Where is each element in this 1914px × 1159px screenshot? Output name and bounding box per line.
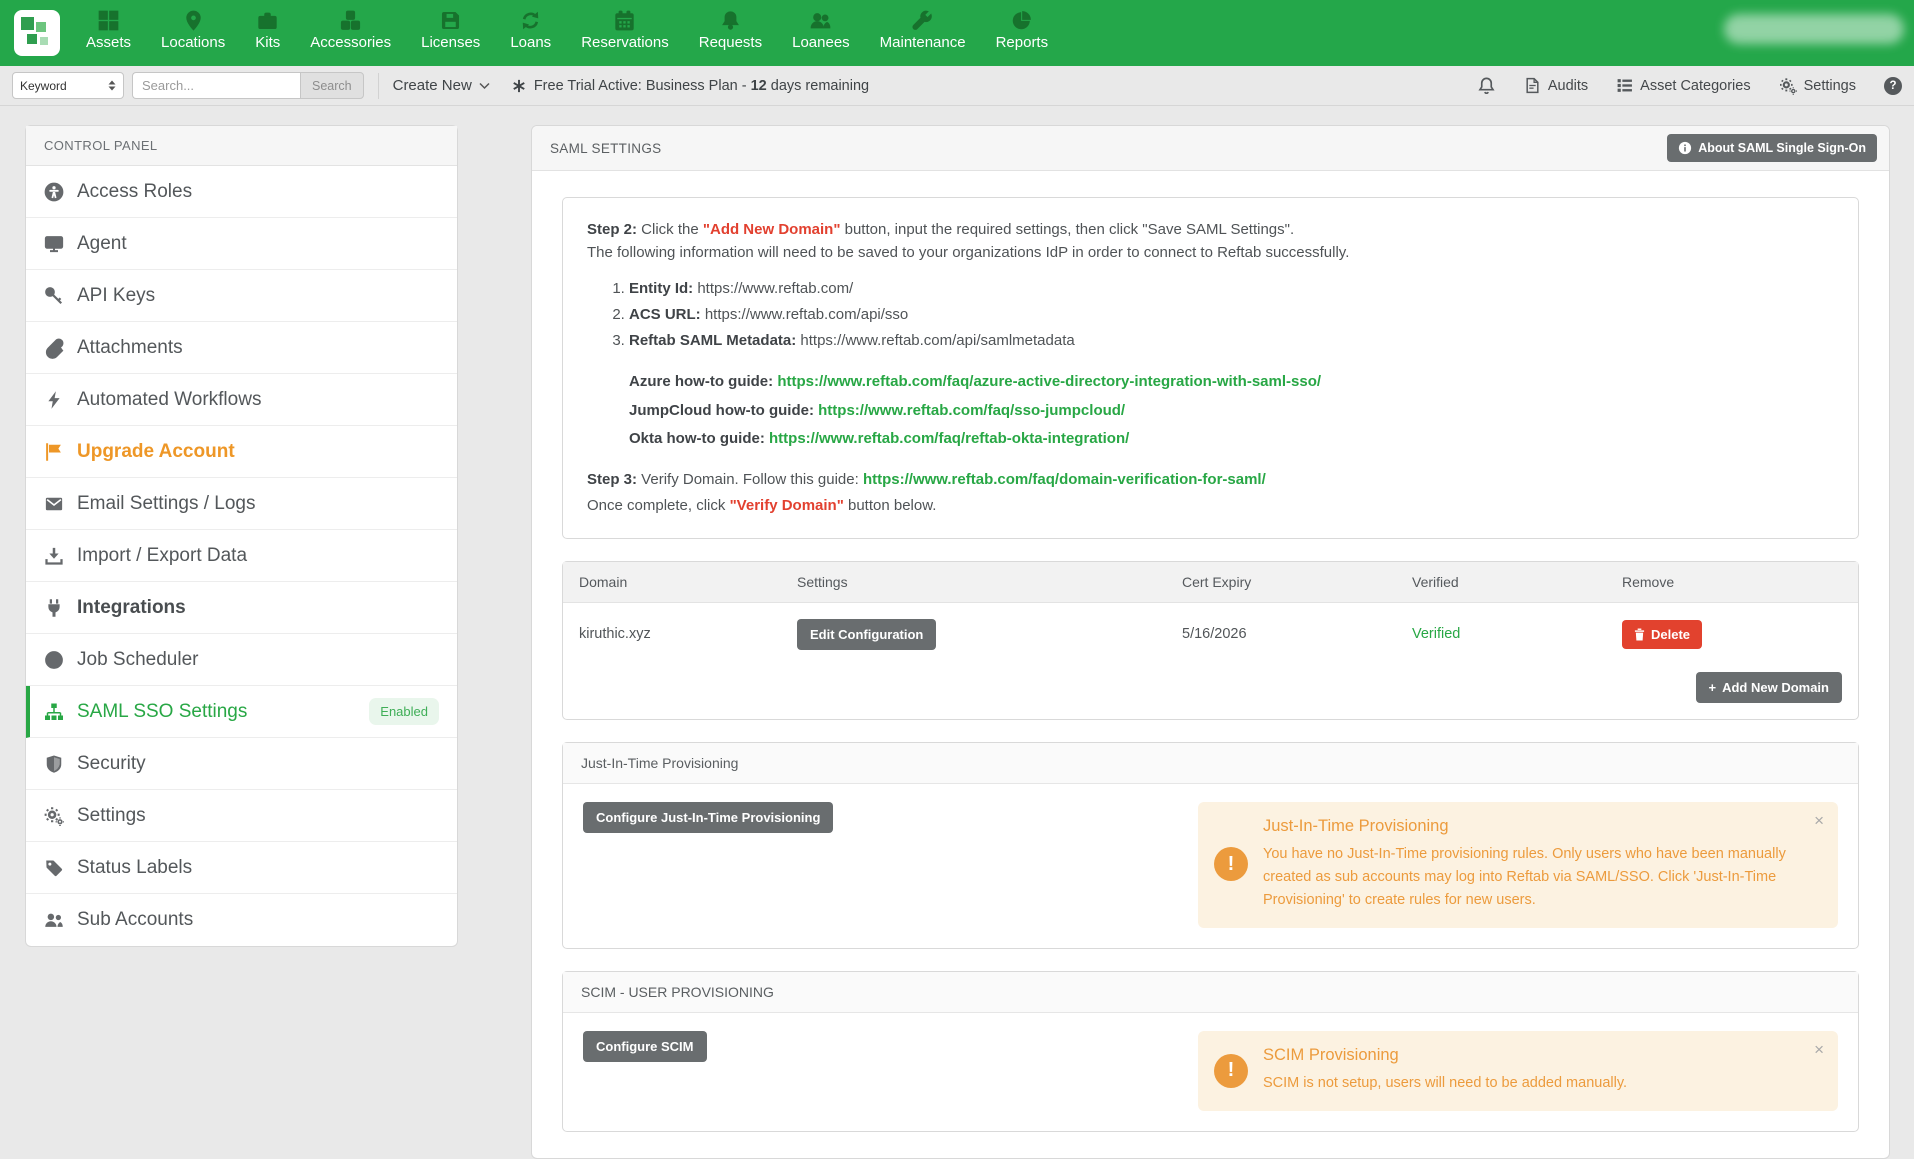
tag-icon: [44, 858, 64, 878]
saml-settings-panel: [531, 125, 1890, 1159]
sidebar-item-security[interactable]: Security: [26, 738, 457, 790]
reftab-logo[interactable]: [14, 10, 60, 56]
configure-scim-button[interactable]: Configure SCIM: [583, 1031, 707, 1062]
list-item: 3. Reftab SAML Metadata: https://www.reftab.com/api/samlmetadata: [629, 329, 1834, 352]
list-item: 2. ACS URL: https://www.reftab.com/api/sso: [629, 303, 1834, 326]
col-domain: Domain: [563, 562, 797, 603]
jit-alert-title: Just-In-Time Provisioning: [1263, 816, 1449, 835]
nav-requests[interactable]: Requests: [699, 10, 762, 56]
azure-guide-link[interactable]: https://www.reftab.com/faq/azure-active-directory-integration-with-saml-sso/: [777, 373, 1322, 391]
verified-status: Verified: [1412, 626, 1461, 642]
sidebar-item-import-export[interactable]: Import / Export Data: [26, 530, 457, 582]
sidebar-item-integrations[interactable]: Integrations: [26, 582, 457, 634]
sitemap-icon: [44, 702, 64, 722]
nav-loanees[interactable]: Loanees: [792, 10, 850, 56]
configure-jit-button[interactable]: Configure Just-In-Time Provisioning: [583, 802, 833, 833]
close-icon[interactable]: ×: [1814, 810, 1824, 830]
audits-link[interactable]: Audits: [1524, 77, 1588, 94]
saml-domains-card: [562, 561, 1859, 720]
bell-icon: [720, 10, 741, 31]
keyword-select[interactable]: Keyword: [12, 72, 124, 99]
jumpcloud-guide-link[interactable]: https://www.reftab.com/faq/sso-jumpcloud/: [818, 401, 1126, 419]
list-item: 1. Entity Id: https://www.reftab.com/: [629, 277, 1834, 300]
calendar-icon: [614, 10, 635, 31]
sidebar-item-status-labels[interactable]: Status Labels: [26, 842, 457, 894]
cubes-icon: [340, 10, 361, 31]
trial-notice: Free Trial Active: Business Plan - 12 days remaining: [512, 78, 869, 94]
list-bars-icon: [1616, 77, 1633, 94]
delete-domain-button[interactable]: Delete: [1622, 620, 1702, 649]
sync-icon: [520, 10, 541, 31]
sidebar-item-api-keys[interactable]: API Keys: [26, 270, 457, 322]
scim-alert: [1198, 1031, 1838, 1111]
nav-reports[interactable]: Reports: [996, 10, 1049, 56]
nav-assets[interactable]: Assets: [86, 10, 131, 56]
shield-icon: [44, 754, 64, 774]
sidebar-title: CONTROL PANEL: [26, 126, 457, 166]
nav-loans[interactable]: Loans: [510, 10, 551, 56]
briefcase-icon: [257, 10, 278, 31]
edit-configuration-button[interactable]: Edit Configuration: [797, 619, 936, 650]
scim-alert-title: SCIM Provisioning: [1263, 1046, 1399, 1065]
account-menu-redacted[interactable]: [1724, 14, 1904, 44]
map-pin-icon: [183, 10, 204, 31]
asterisk-icon: [512, 79, 526, 93]
asset-categories-link[interactable]: Asset Categories: [1616, 77, 1750, 94]
top-navbar: [0, 0, 1914, 66]
users-icon: [44, 910, 64, 930]
nav-maintenance[interactable]: Maintenance: [880, 10, 966, 56]
panel-title: SAML SETTINGS: [550, 140, 662, 156]
col-settings: Settings: [797, 562, 1182, 603]
control-panel-sidebar: [25, 125, 458, 947]
jit-alert-body: You have no Just-In-Time provisioning rules. Only users who have been manually created as sub accounts may log into Reftab via SAML/SSO. Click 'Just-In-Time Provisioning' to create rules for new users.: [1263, 845, 1786, 908]
clock-icon: [44, 650, 64, 670]
step3-line2: Once complete, click "Verify Domain" button below.: [587, 497, 937, 515]
cert-expiry-cell: 5/16/2026: [1182, 626, 1247, 642]
plug-icon: [44, 598, 64, 618]
nav-kits[interactable]: Kits: [255, 10, 280, 56]
scim-provisioning-card: [562, 971, 1859, 1132]
help-icon[interactable]: ?: [1884, 77, 1902, 95]
sidebar-item-upgrade-account[interactable]: Upgrade Account: [26, 426, 457, 478]
jit-provisioning-card: [562, 742, 1859, 950]
create-new-dropdown[interactable]: Create New: [393, 77, 490, 94]
step2-line2: The following information will need to be saved to your organizations IdP in order to connect to Reftab successfully.: [587, 244, 1350, 262]
col-verified: Verified: [1412, 562, 1622, 603]
add-new-domain-button[interactable]: + Add New Domain: [1696, 672, 1843, 703]
bolt-icon: [44, 390, 64, 410]
universal-access-icon: [44, 182, 64, 202]
step2-line1: Step 2: Click the "Add New Domain" button, input the required settings, then click "Save SAML Settings".: [587, 221, 1295, 238]
enabled-badge: Enabled: [369, 698, 439, 725]
jit-alert: [1198, 802, 1838, 929]
close-icon[interactable]: ×: [1814, 1040, 1824, 1060]
domains-table: [563, 562, 1858, 666]
scim-alert-body: SCIM is not setup, users will need to be added manually.: [1263, 1075, 1628, 1092]
download-icon: [44, 546, 64, 566]
search-button[interactable]: Search: [300, 72, 364, 99]
warning-icon: !: [1214, 847, 1248, 881]
flag-icon: [44, 442, 64, 462]
wrench-icon: [912, 10, 933, 31]
secondary-toolbar: [0, 66, 1914, 106]
sidebar-item-agent[interactable]: Agent: [26, 218, 457, 270]
plus-icon: +: [1708, 679, 1717, 695]
nav-licenses[interactable]: Licenses: [421, 10, 480, 56]
toolbar-divider: [378, 73, 379, 99]
okta-guide-link[interactable]: https://www.reftab.com/faq/reftab-okta-integration/: [769, 429, 1130, 447]
save-icon: [440, 10, 461, 31]
pie-chart-icon: [1011, 10, 1032, 31]
sidebar-item-attachments[interactable]: Attachments: [26, 322, 457, 374]
users-icon: [810, 10, 831, 31]
gears-icon: [44, 806, 64, 826]
nav-accessories[interactable]: Accessories: [310, 10, 391, 56]
warning-icon: !: [1214, 1054, 1248, 1088]
sidebar-item-email-settings[interactable]: Email Settings / Logs: [26, 478, 457, 530]
saml-instructions: [562, 197, 1859, 539]
info-icon: [1678, 141, 1692, 155]
search-input[interactable]: [132, 72, 300, 99]
howto-guides: Azure how-to guide: https://www.reftab.com/faq/azure-active-directory-integration-with-saml-sso/ JumpCloud how-to guide: https://www.reftab.com/faq/sso-jumpcloud/ Okta how-to guide: https://www.reftab.com/faq/reftab-okta-integration/: [629, 373, 1322, 447]
table-row: [563, 602, 1858, 666]
grid-icon: [98, 10, 119, 31]
sidebar-item-access-roles[interactable]: Access Roles: [26, 166, 457, 218]
trash-icon: [1634, 628, 1645, 641]
col-cert-expiry: Cert Expiry: [1182, 562, 1412, 603]
domain-cell: kiruthic.xyz: [579, 626, 651, 642]
nav-reservations[interactable]: Reservations: [581, 10, 669, 56]
sidebar-item-job-scheduler[interactable]: Job Scheduler: [26, 634, 457, 686]
jit-section-title: Just-In-Time Provisioning: [563, 743, 1858, 784]
sidebar-item-settings[interactable]: Settings: [26, 790, 457, 842]
idp-info-list: [587, 277, 1834, 353]
gears-icon: [1779, 77, 1797, 95]
sidebar-item-saml-sso-settings[interactable]: SAML SSO Settings Enabled: [26, 686, 457, 738]
about-saml-button[interactable]: About SAML Single Sign-On: [1667, 134, 1877, 162]
key-icon: [44, 286, 64, 306]
select-arrows-icon: [108, 80, 116, 91]
nav-locations[interactable]: Locations: [161, 10, 225, 56]
chevron-down-icon: [479, 82, 490, 90]
col-remove: Remove: [1622, 562, 1858, 603]
audit-file-icon: [1524, 77, 1541, 94]
desktop-icon: [44, 234, 64, 254]
settings-link[interactable]: Settings: [1779, 77, 1856, 95]
sidebar-item-sub-accounts[interactable]: Sub Accounts: [26, 894, 457, 946]
step3-line1: Step 3: Verify Domain. Follow this guide: https://www.reftab.com/faq/domain-verification-for-saml/: [587, 471, 1266, 488]
paperclip-icon: [44, 338, 64, 358]
sidebar-item-automated-workflows[interactable]: Automated Workflows: [26, 374, 457, 426]
scim-section-title: SCIM - USER PROVISIONING: [563, 972, 1858, 1013]
domain-verification-guide-link[interactable]: https://www.reftab.com/faq/domain-verification-for-saml/: [862, 471, 1266, 488]
notification-bell-icon[interactable]: [1477, 76, 1496, 95]
envelope-icon: [44, 494, 64, 514]
